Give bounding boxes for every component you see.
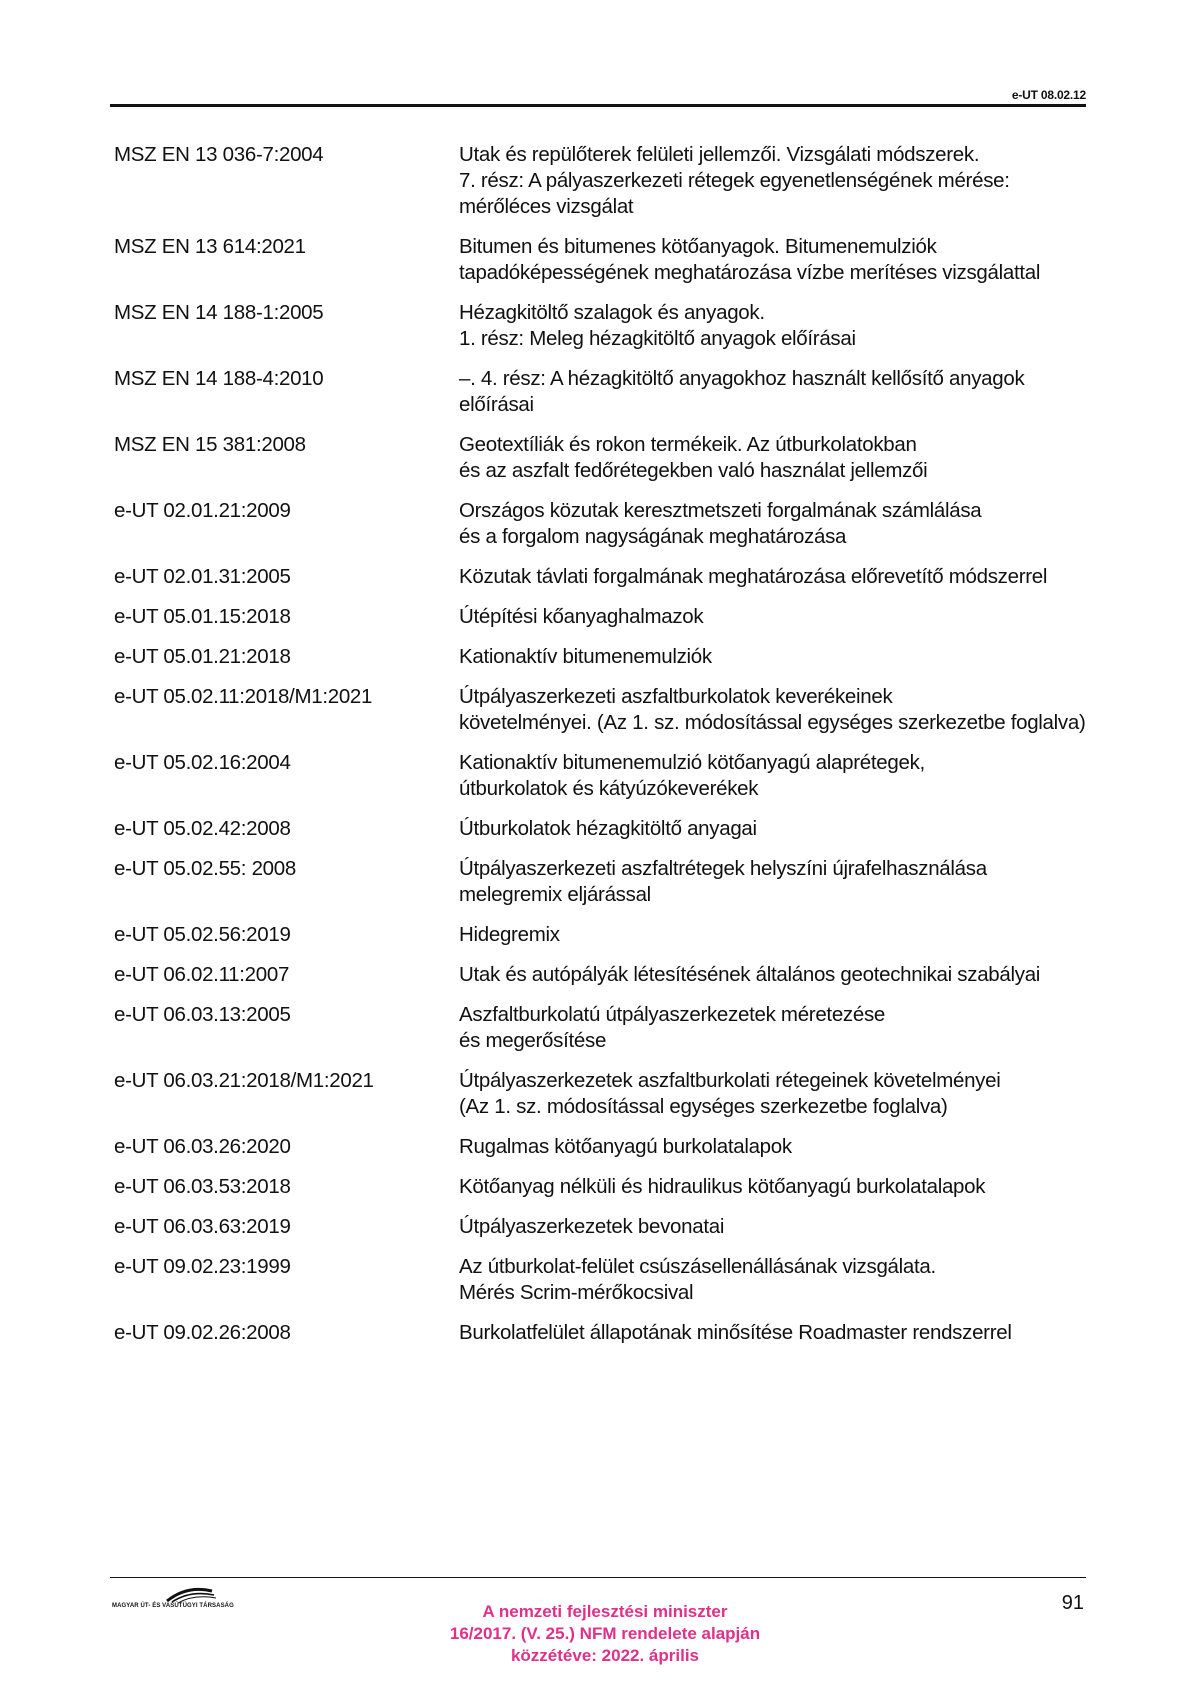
- standard-code: e-UT 06.02.11:2007: [114, 963, 290, 986]
- standard-code: MSZ EN 15 381:2008: [114, 433, 306, 456]
- header-document-code: e-UT 08.02.12: [1011, 88, 1086, 102]
- publication-line: közzétéve: 2022. április: [510, 1646, 700, 1665]
- standard-title: Kationaktív bitumenemulziók: [459, 645, 712, 668]
- standard-code: MSZ EN 13 614:2021: [114, 235, 306, 258]
- standard-code: e-UT 06.03.26:2020: [114, 1135, 291, 1158]
- standard-title: Az útburkolat-felület csúszásellenállásának vizsgálata. Mérés Scrim-mérőkocsival: [459, 1255, 936, 1304]
- standard-code: e-UT 05.02.42:2008: [114, 817, 291, 840]
- table-row: [114, 856, 1094, 908]
- page-number: 91: [1061, 1592, 1084, 1614]
- standard-title: Útpályaszerkezeti aszfaltrétegek helyszíni újrafelhasználása melegremix eljárással: [459, 857, 987, 906]
- table-row: [114, 498, 1094, 550]
- standard-title: Aszfaltburkolatú útpályaszerkezetek méretezése és megerősítése: [459, 1003, 886, 1052]
- table-row: [114, 234, 1094, 286]
- table-row: [114, 1068, 1094, 1120]
- standard-title: Útpályaszerkezetek bevonatai: [459, 1215, 725, 1238]
- table-row: [114, 1320, 1094, 1346]
- standard-code: e-UT 02.01.31:2005: [114, 565, 291, 588]
- standard-code: MSZ EN 14 188-4:2010: [114, 367, 324, 390]
- standard-title: Útpályaszerkezetek aszfaltburkolati rétegeinek követelményei (Az 1. sz. módosítással egységes szerkezetbe foglalva): [459, 1069, 1001, 1118]
- publication-note: [395, 1601, 815, 1667]
- table-row: [114, 750, 1094, 802]
- standard-title: Bitumen és bitumenes kötőanyagok. Bitumenemulziók tapadóképességének meghatározása vízbe merítéses vizsgálattal: [459, 235, 1041, 284]
- standard-title: Kötőanyag nélküli és hidraulikus kötőanyagú burkolatalapok: [459, 1175, 986, 1198]
- standard-title: Geotextíliák és rokon termékeik. Az útburkolatokban és az aszfalt fedőrétegekben való használat jellemzői: [459, 433, 928, 482]
- standard-code: e-UT 05.02.11:2018/M1:2021: [114, 685, 373, 708]
- society-logo-icon: [112, 1583, 262, 1605]
- standard-code: e-UT 02.01.21:2009: [114, 499, 291, 522]
- standard-title: Útpályaszerkezeti aszfaltburkolatok keverékeinek követelményei. (Az 1. sz. módosítással egységes szerkezetbe foglalva): [459, 685, 1086, 734]
- standard-title: Hézagkitöltő szalagok és anyagok. 1. rész: Meleg hézagkitöltő anyagok előírásai: [459, 301, 856, 350]
- standard-title: Utak és repülőterek felületi jellemzői. Vizsgálati módszerek. 7. rész: A pályaszerkezeti rétegek egyenetlenségének mérése: mérőléces vizsgálat: [459, 143, 1010, 218]
- standard-code: e-UT 05.02.55: 2008: [114, 857, 296, 880]
- table-row: [114, 1254, 1094, 1306]
- standard-code: MSZ EN 13 036-7:2004: [114, 143, 324, 166]
- table-row: [114, 142, 1094, 220]
- standard-title: Hidegremix: [459, 923, 560, 946]
- society-logo-text: MAGYAR ÚT- ÉS VASÚTÜGYI TÁRSASÁG: [112, 1603, 234, 1609]
- standard-title: Rugalmas kötőanyagú burkolatalapok: [459, 1135, 792, 1158]
- table-row: [114, 684, 1094, 736]
- standard-title: Útburkolatok hézagkitöltő anyagai: [459, 817, 757, 840]
- standard-title: Útépítési kőanyaghalmazok: [459, 605, 704, 628]
- table-row: [114, 1214, 1094, 1240]
- standard-code: e-UT 09.02.26:2008: [114, 1321, 291, 1344]
- standard-code: e-UT 06.03.63:2019: [114, 1215, 291, 1238]
- standard-code: e-UT 06.03.13:2005: [114, 1003, 291, 1026]
- standard-code: e-UT 06.03.21:2018/M1:2021: [114, 1069, 374, 1092]
- standard-title: Utak és autópályák létesítésének általános geotechnikai szabályai: [459, 963, 1041, 986]
- standard-title: Országos közutak keresztmetszeti forgalmának számlálása és a forgalom nagyságának meghatározása: [459, 499, 982, 548]
- table-row: [114, 644, 1094, 670]
- standard-title: Kationaktív bitumenemulzió kötőanyagú alaprétegek, útburkolatok és kátyúzókeverékek: [459, 751, 925, 800]
- table-row: [114, 922, 1094, 948]
- table-row: [114, 1174, 1094, 1200]
- standard-title: Közutak távlati forgalmának meghatározása előrevetítő módszerrel: [459, 565, 1048, 588]
- footer-rule: [110, 1577, 1086, 1578]
- standard-code: e-UT 06.03.53:2018: [114, 1175, 291, 1198]
- header-rule: [110, 104, 1086, 107]
- table-row: [114, 816, 1094, 842]
- standard-code: e-UT 09.02.23:1999: [114, 1255, 291, 1278]
- standard-code: e-UT 05.01.21:2018: [114, 645, 291, 668]
- table-row: [114, 604, 1094, 630]
- table-row: [114, 564, 1094, 590]
- table-row: [114, 962, 1094, 988]
- table-row: [114, 432, 1094, 484]
- publication-line: 16/2017. (V. 25.) NFM rendelete alapján: [449, 1624, 761, 1643]
- standard-title: –. 4. rész: A hézagkitöltő anyagokhoz használt kellősítő anyagok előírásai: [459, 367, 1025, 416]
- table-row: [114, 300, 1094, 352]
- table-row: [114, 366, 1094, 418]
- standard-code: e-UT 05.01.15:2018: [114, 605, 291, 628]
- standard-code: MSZ EN 14 188-1:2005: [114, 301, 324, 324]
- publication-line: A nemzeti fejlesztési miniszter: [482, 1602, 728, 1621]
- standard-title: Burkolatfelület állapotának minősítése Roadmaster rendszerrel: [459, 1321, 1012, 1344]
- standards-table: [114, 142, 1094, 1360]
- standard-code: e-UT 05.02.56:2019: [114, 923, 291, 946]
- table-row: [114, 1134, 1094, 1160]
- table-row: [114, 1002, 1094, 1054]
- standard-code: e-UT 05.02.16:2004: [114, 751, 291, 774]
